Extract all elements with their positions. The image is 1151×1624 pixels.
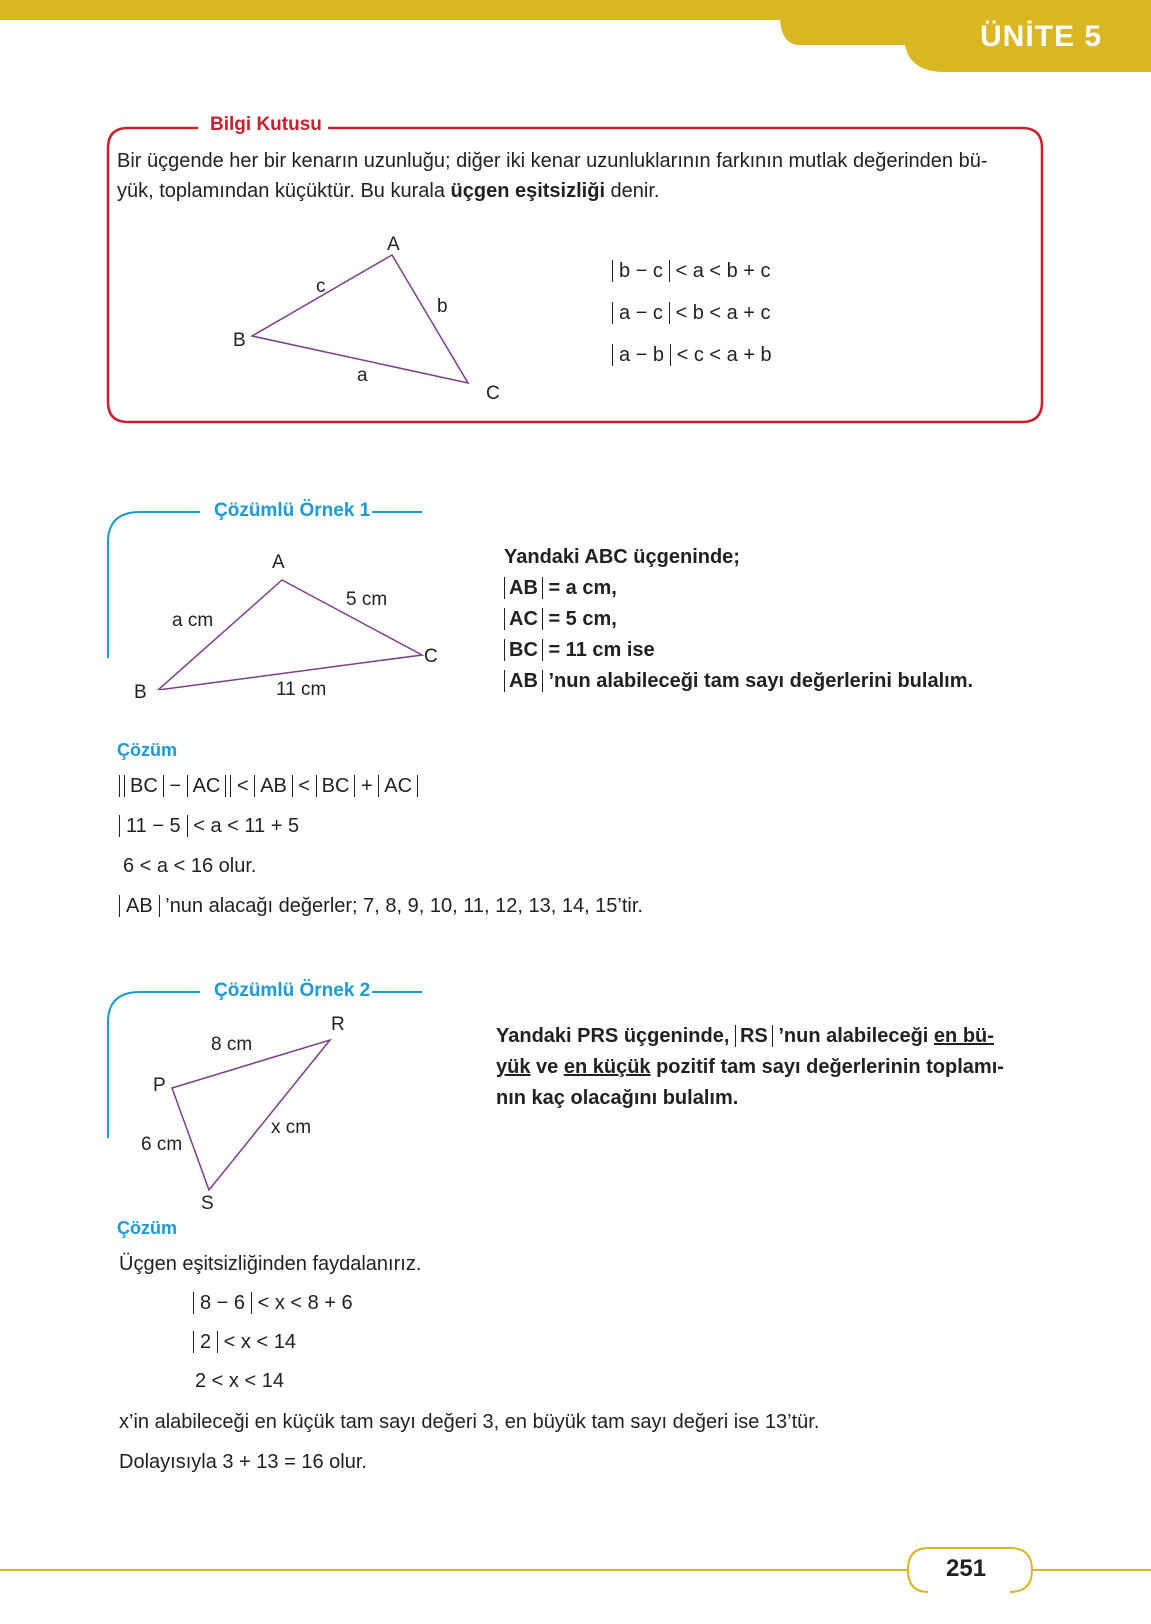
ex2-vertex-R: R xyxy=(331,1014,345,1035)
inequality-1: b − c < a < b + c xyxy=(612,250,772,292)
ex2-vertex-S: S xyxy=(201,1193,214,1214)
inequality-3: a − b < c < a + b xyxy=(612,334,772,376)
example1-prompt: Yandaki ABC üçgeninde; AB = a cm, AC = 5 cm, BC = 11 cm ise AB ’nun alabileceği tam sayı değerlerini bulalım. xyxy=(504,546,974,692)
example2-title: Çözümlü Örnek 2 xyxy=(214,980,371,1001)
example2-solution-steps xyxy=(193,1284,353,1401)
ex2-side-PR: 8 cm xyxy=(211,1034,253,1055)
ex2-sol-line1: 8 − 6 < x < 8 + 6 xyxy=(193,1284,353,1323)
ex1-sol-line2: 11 − 5 < a < 11 + 5 xyxy=(119,806,643,846)
ex1-vertex-B: B xyxy=(134,682,147,703)
ex2-side-PS: 6 cm xyxy=(141,1134,183,1155)
unit-label: ÜNİTE 5 xyxy=(980,20,1103,53)
example1-solution-label: Çözüm xyxy=(117,740,177,760)
ex1-sol-line1: BC − AC < AB < BC + AC xyxy=(119,766,643,806)
info-box-text: Bir üçgende her bir kenarın uzunluğu; diğer iki kenar uzunluklarının farkının mutlak değerinden bü- yük, toplamından küçüktür. Bu kurala üçgen eşitsizliği denir. xyxy=(117,150,988,202)
ex1-sol-line4: AB ’nun alacağı değerler; 7, 8, 9, 10, 11, 12, 13, 14, 15’tir. xyxy=(119,886,643,926)
ex1-side-AC: 5 cm xyxy=(346,589,388,610)
example2-solution-conclusion xyxy=(119,1402,819,1482)
ex2-sol-line4: x’in alabileceği en küçük tam sayı değeri 3, en büyük tam sayı değeri ise 13’tür. xyxy=(119,1411,820,1433)
ex2-sol-line3: 2 < x < 14 xyxy=(195,1370,284,1392)
ex1-side-AB: a cm xyxy=(172,610,214,631)
example2-solution-label: Çözüm xyxy=(117,1218,177,1238)
ex2-side-RS: x cm xyxy=(271,1117,312,1138)
example2-prompt: Yandaki PRS üçgeninde, RS ’nun alabileceği en bü- yük ve en küçük pozitif tam sayı değerlerinin toplamı- nın kaç olacağını bulalım. xyxy=(496,1025,1004,1109)
ex2-sol-line2: 2 < x < 14 xyxy=(193,1323,353,1362)
header-band xyxy=(0,0,1151,80)
ex1-vertex-C: C xyxy=(424,646,438,667)
ex1-side-BC: 11 cm xyxy=(276,679,327,700)
side-c: c xyxy=(316,276,326,297)
ex1-vertex-A: A xyxy=(272,552,285,573)
inequality-list xyxy=(612,250,772,376)
info-box-title: Bilgi Kutusu xyxy=(210,114,322,135)
example1-title: Çözümlü Örnek 1 xyxy=(214,500,371,521)
side-a: a xyxy=(357,365,368,386)
vertex-C: C xyxy=(486,383,500,404)
vertex-A: A xyxy=(387,234,400,255)
ex2-vertex-P: P xyxy=(153,1075,166,1096)
inequality-2: a − c < b < a + c xyxy=(612,292,772,334)
example2-solution-intro: Üçgen eşitsizliğinden faydalanırız. xyxy=(119,1253,422,1275)
page-number: 251 xyxy=(946,1555,987,1582)
side-b: b xyxy=(437,296,448,317)
example1-solution xyxy=(119,766,643,926)
vertex-B: B xyxy=(233,330,246,351)
ex2-sol-line5: Dolayısıyla 3 + 13 = 16 olur. xyxy=(119,1451,367,1473)
ex1-sol-line3: 6 < a < 16 olur. xyxy=(123,855,257,877)
